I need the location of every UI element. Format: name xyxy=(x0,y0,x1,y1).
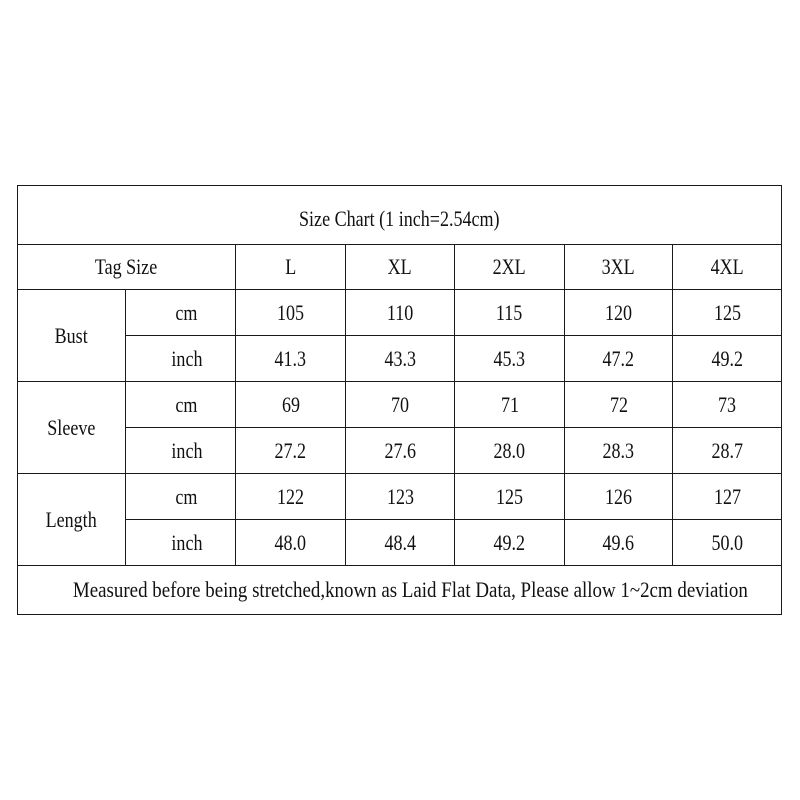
value-cell: 47.2 xyxy=(565,336,673,382)
table-row xyxy=(18,382,782,428)
value-cell: 123 xyxy=(346,474,455,520)
unit-label: inch xyxy=(126,520,236,566)
table-row xyxy=(18,520,782,566)
unit-label: cm xyxy=(126,382,236,428)
value-cell: 110 xyxy=(346,290,455,336)
size-chart-table xyxy=(17,185,782,615)
unit-label: cm xyxy=(126,290,236,336)
measure-label-sleeve: Sleeve xyxy=(18,382,126,474)
value-cell: 115 xyxy=(455,290,565,336)
value-cell: 126 xyxy=(565,474,673,520)
value-cell: 48.0 xyxy=(236,520,346,566)
value-cell: 122 xyxy=(236,474,346,520)
table-row xyxy=(18,290,782,336)
measure-label-length: Length xyxy=(18,474,126,566)
value-cell: 49.6 xyxy=(565,520,673,566)
table-row xyxy=(18,428,782,474)
measurement-note: Measured before being stretched,known as Laid Flat Data, Please allow 1~2cm deviation xyxy=(18,566,782,615)
header-row xyxy=(18,245,782,290)
table-row xyxy=(18,336,782,382)
value-cell: 127 xyxy=(673,474,782,520)
value-cell: 70 xyxy=(346,382,455,428)
measure-label-bust: Bust xyxy=(18,290,126,382)
value-cell: 120 xyxy=(565,290,673,336)
value-cell: 125 xyxy=(673,290,782,336)
size-header: 3XL xyxy=(565,245,673,290)
unit-label: inch xyxy=(126,428,236,474)
size-header: XL xyxy=(346,245,455,290)
size-header: 4XL xyxy=(673,245,782,290)
value-cell: 41.3 xyxy=(236,336,346,382)
value-cell: 72 xyxy=(565,382,673,428)
tag-size-header: Tag Size xyxy=(18,245,236,290)
size-header: L xyxy=(236,245,346,290)
size-header: 2XL xyxy=(455,245,565,290)
value-cell: 28.0 xyxy=(455,428,565,474)
value-cell: 27.2 xyxy=(236,428,346,474)
value-cell: 50.0 xyxy=(673,520,782,566)
unit-label: inch xyxy=(126,336,236,382)
value-cell: 125 xyxy=(455,474,565,520)
value-cell: 48.4 xyxy=(346,520,455,566)
value-cell: 45.3 xyxy=(455,336,565,382)
value-cell: 27.6 xyxy=(346,428,455,474)
value-cell: 49.2 xyxy=(455,520,565,566)
value-cell: 71 xyxy=(455,382,565,428)
value-cell: 28.3 xyxy=(565,428,673,474)
value-cell: 28.7 xyxy=(673,428,782,474)
value-cell: 49.2 xyxy=(673,336,782,382)
unit-label: cm xyxy=(126,474,236,520)
value-cell: 73 xyxy=(673,382,782,428)
value-cell: 43.3 xyxy=(346,336,455,382)
value-cell: 69 xyxy=(236,382,346,428)
value-cell: 105 xyxy=(236,290,346,336)
table-row xyxy=(18,474,782,520)
size-chart-title: Size Chart (1 inch=2.54cm) xyxy=(18,186,782,245)
